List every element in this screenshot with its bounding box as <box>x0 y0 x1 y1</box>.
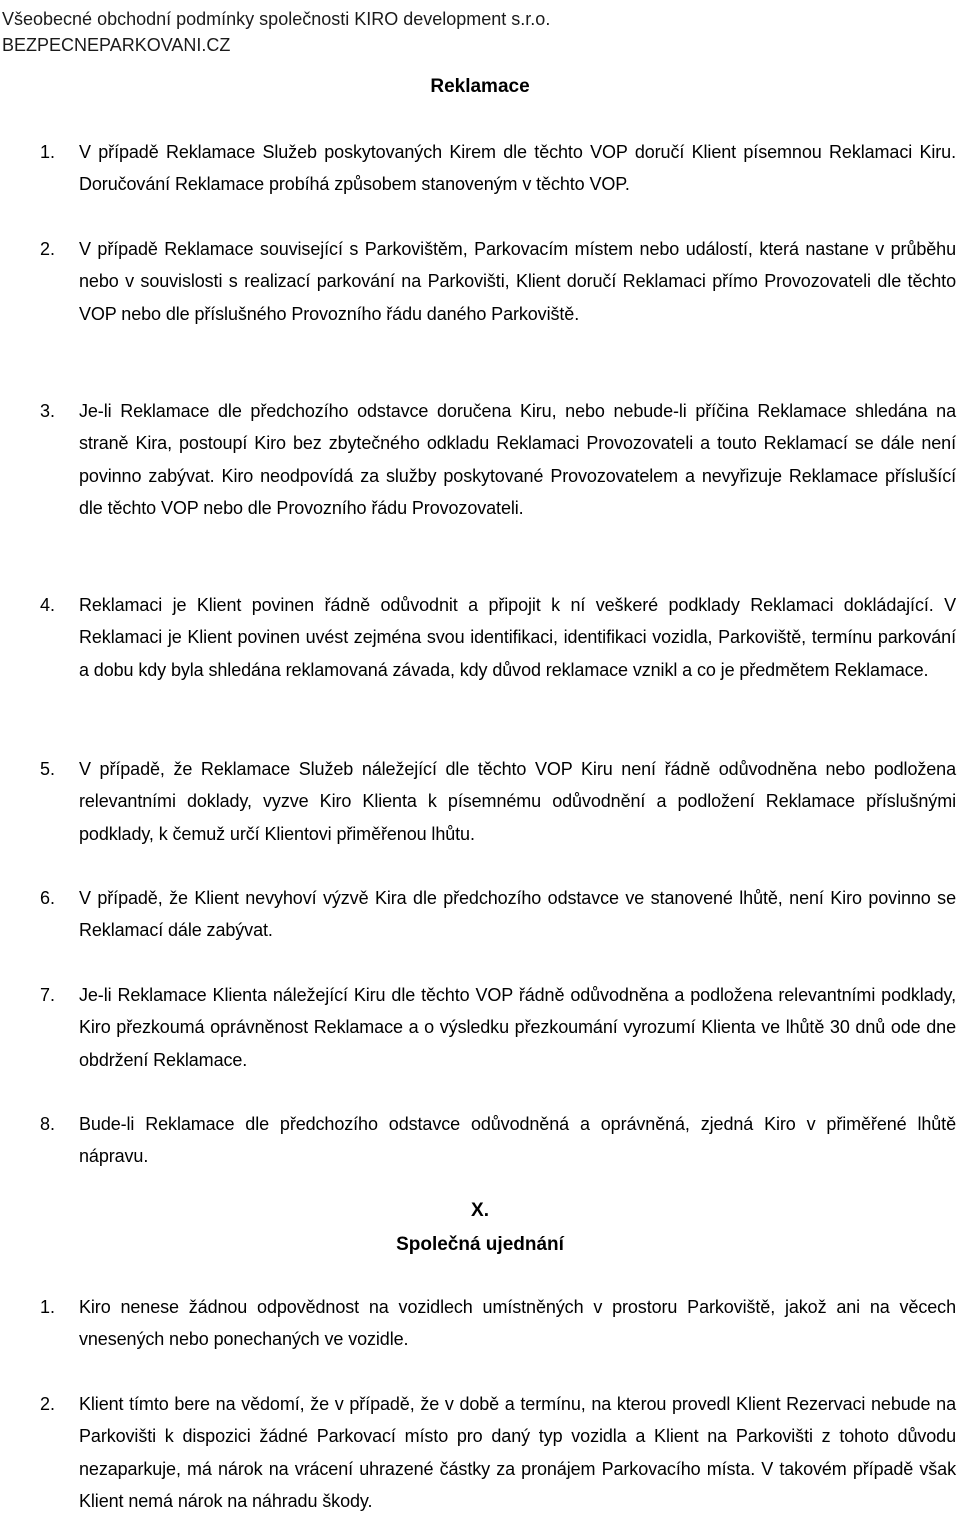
item-text: Bude-li Reklamace dle předchozího odstavce odůvodněná a oprávněná, zjedná Kiro v přiměřené lhůtě nápravu. <box>79 1114 956 1167</box>
reklamace-item-8 <box>40 1108 956 1173</box>
item-number: 2. <box>40 1394 56 1414</box>
spolecna-item-2 <box>40 1388 956 1517</box>
header-company-line: Všeobecné obchodní podmínky společnosti KIRO development s.r.o. <box>2 9 551 29</box>
reklamace-item-7 <box>40 979 956 1076</box>
reklamace-item-6 <box>40 882 956 947</box>
item-text: V případě Reklamace související s Parkovištěm, Parkovacím místem nebo událostí, která nastane v průběhu nebo v souvislosti s realizací parkování na Parkovišti, Klient doručí Reklamaci přímo Provozovateli dle těchto VOP nebo dle příslušného Provozního řádu daného Parkoviště. <box>79 239 956 324</box>
item-text: Je-li Reklamace dle předchozího odstavce doručena Kiru, nebo nebude-li příčina Reklamace shledána na straně Kira, postoupí Kiro bez zbytečného odkladu Reklamaci Provozovateli a touto Reklamací se dále není povinno zabývat. Kiro neodpovídá za služby poskytované Provozovatelem a nevyřizuje Reklamace příslušící dle těchto VOP nebo dle Provozního řádu Provozovateli. <box>79 401 956 518</box>
item-text: Kiro nenese žádnou odpovědnost na vozidlech umístněných v prostoru Parkoviště, jakož ani na věcech vnesených nebo ponechaných ve vozidle. <box>79 1297 956 1350</box>
item-number: 8. <box>40 1114 56 1134</box>
item-text: Reklamaci je Klient povinen řádně odůvodnit a připojit k ní veškeré podklady Reklamaci dokládající. V Reklamaci je Klient povinen uvést zejména svou identifikaci, identifikaci vozidla, Parkoviště, termínu parkování a dobu kdy byla shledána reklamovaná závada, kdy důvod reklamace vznikl a co je předmětem Reklamace. <box>79 595 956 680</box>
item-text: V případě Reklamace Služeb poskytovaných Kirem dle těchto VOP doručí Klient písemnou Reklamaci Kiru. Doručování Reklamace probíhá způsobem stanoveným v těchto VOP. <box>79 142 956 195</box>
item-text: V případě, že Reklamace Služeb náležející dle těchto VOP Kiru není řádně odůvodněna nebo podložena relevantními doklady, vyzve Kiro Klienta k písemnému odůvodnění a podložení Reklamace příslušnými podklady, k čemuž určí Klientovi přiměřenou lhůtu. <box>79 759 956 844</box>
section-title-spolecna-ujednani: Společná ujednání <box>396 1234 564 1255</box>
reklamace-item-5 <box>40 753 956 850</box>
section-title-reklamace: Reklamace <box>430 76 530 97</box>
reklamace-item-1 <box>40 136 956 201</box>
item-number: 7. <box>40 985 56 1005</box>
reklamace-item-2 <box>40 233 956 330</box>
item-number: 5. <box>40 759 56 779</box>
reklamace-item-4 <box>40 589 956 686</box>
spolecna-item-1 <box>40 1291 956 1356</box>
item-number: 1. <box>40 142 56 162</box>
item-number: 2. <box>40 239 56 259</box>
item-number: 6. <box>40 888 56 908</box>
page-header <box>2 6 550 58</box>
item-text: Klient tímto bere na vědomí, že v případě, že v době a termínu, na kterou provedl Klient Rezervaci nebude na Parkovišti k dispozici žádné Parkovací místo pro daný typ vozidla a Klient na Parkovišti z tohoto důvodu nezaparkuje, má nárok na vrácení uhrazené částky za pronájem Parkovacího místa. V takovém případě však Klient nemá nárok na náhradu škody. <box>79 1394 956 1511</box>
item-number: 4. <box>40 595 56 615</box>
header-website-line: BEZPECNEPARKOVANI.CZ <box>2 35 231 55</box>
item-number: 3. <box>40 401 56 421</box>
reklamace-item-3 <box>40 395 956 524</box>
item-text: Je-li Reklamace Klienta náležející Kiru dle těchto VOP řádně odůvodněna a podložena relevantními podklady, Kiro přezkoumá oprávněnost Reklamace a o výsledku přezkoumání vyrozumí Klienta ve lhůtě 30 dnů ode dne obdržení Reklamace. <box>79 985 956 1070</box>
section-number-x: X. <box>471 1200 489 1221</box>
item-text: V případě, že Klient nevyhoví výzvě Kira dle předchozího odstavce ve stanovené lhůtě, není Kiro povinno se Reklamací dále zabývat. <box>79 888 956 941</box>
item-number: 1. <box>40 1297 56 1317</box>
